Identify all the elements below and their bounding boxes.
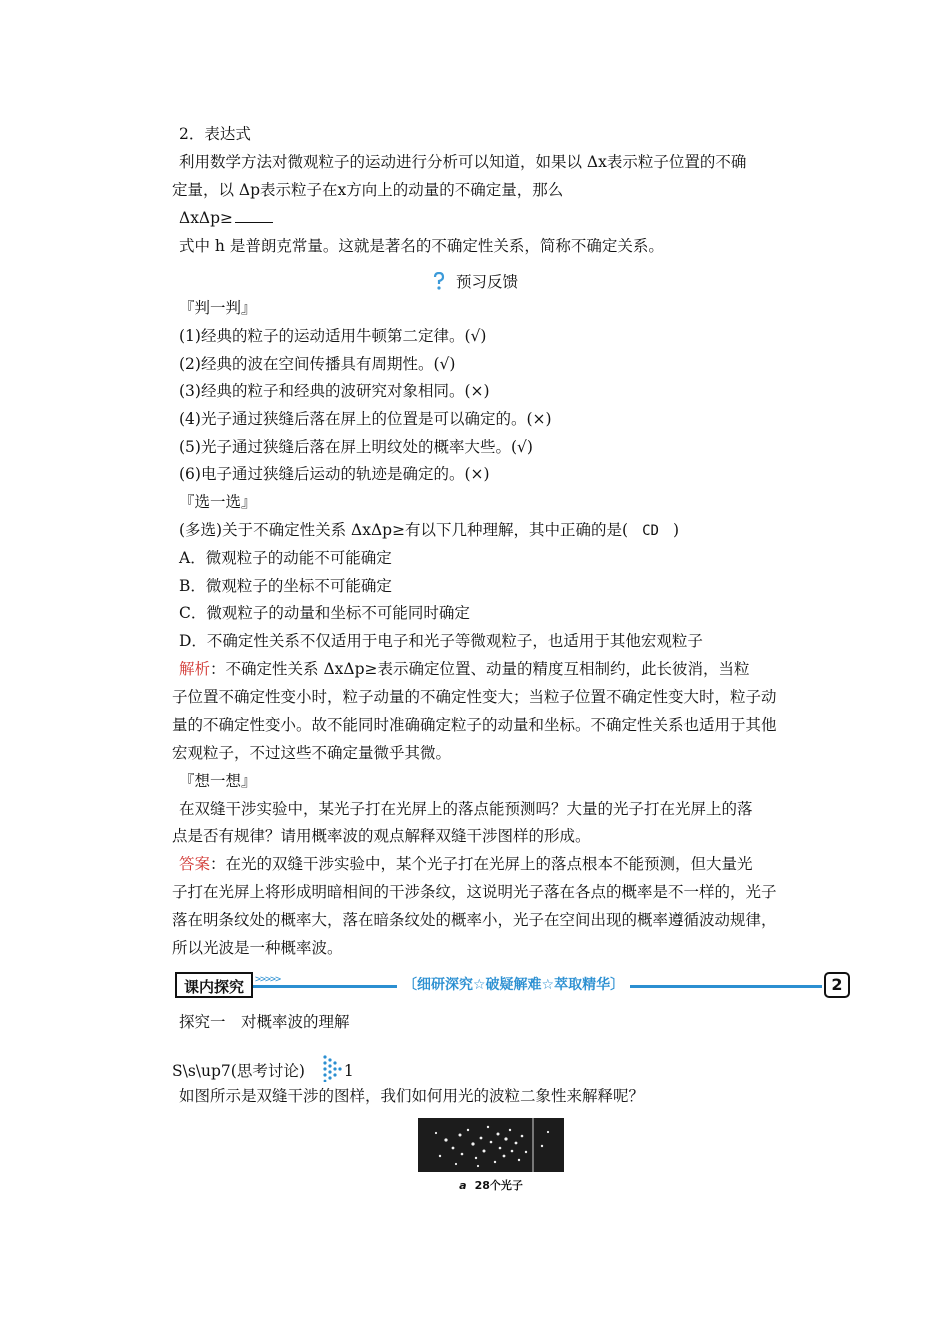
question-text: (多选)关于不确定性关系 ΔxΔp≥有以下几种理解，其中正确的是( — [179, 521, 629, 539]
analysis-line: 量的不确定性变小。故不能同时准确确定粒子的动量和坐标。不确定性关系也适用于其他 — [172, 716, 777, 734]
think-question: 在双缝干涉实验中，某光子打在光屏上的落点能预测吗？大量的光子打在光屏上的落 — [179, 800, 753, 818]
discuss-label: S\s\up7(思考讨论) — [172, 1062, 305, 1080]
paragraph-line: 式中 h 是普朗克常量。这就是著名的不确定性关系，简称不确定关系。 — [179, 237, 664, 255]
explore-question: 如图所示是双缝干涉的图样，我们如何用光的波粒二象性来解释呢？ — [179, 1087, 645, 1105]
discuss-number: 1 — [343, 1062, 354, 1080]
paragraph-line: 定量，以 Δp表示粒子在x方向上的动量的不确定量，那么 — [172, 181, 564, 199]
question-icon — [432, 272, 446, 290]
list-item: (6)电子通过狭缝后运动的轨迹是确定的。(×) — [179, 465, 490, 483]
think-title: 『想一想』 — [179, 772, 257, 790]
answer-text: ：在光的双缝干涉实验中，某个光子打在光屏上的落点根本不能预测，但大量光 — [210, 855, 753, 873]
analysis-text: ：不确定性关系 ΔxΔp≥表示确定位置、动量的精度互相制约，此长彼消，当粒 — [210, 660, 750, 678]
paragraph-line: 利用数学方法对微观粒子的运动进行分析可以知道，如果以 Δx表示粒子位置的不确 — [179, 153, 747, 171]
answer-line: 所以光波是一种概率波。 — [172, 939, 343, 957]
banner-number: 2 — [824, 972, 850, 998]
option-item: C．微观粒子的动量和坐标不可能同时确定 — [179, 604, 470, 622]
preview-title: 预习反馈 — [455, 273, 518, 291]
photon-dots-image — [418, 1118, 564, 1172]
section-banner — [175, 972, 850, 1000]
choose-title: 『选一选』 — [179, 493, 257, 511]
choose-question — [179, 520, 679, 541]
list-item: (4)光子通过狭缝后落在屏上的位置是可以确定的。(×) — [179, 410, 552, 428]
list-item: (1)经典的粒子的运动适用牛顿第二定律。(√) — [179, 327, 487, 345]
arrow-triangle-icon — [322, 1054, 342, 1082]
formula — [179, 208, 273, 228]
list-item: (3)经典的粒子和经典的波研究对象相同。(×) — [179, 382, 490, 400]
answer-text: CD — [642, 523, 659, 539]
list-item: (2)经典的波在空间传播具有周期性。(√) — [179, 355, 456, 373]
explore-title: 探究一 对概率波的理解 — [179, 1013, 350, 1031]
option-item: A．微观粒子的动能不可能确定 — [179, 549, 392, 567]
formula-blank — [235, 208, 273, 223]
answer-label: 答案 — [179, 855, 211, 873]
discuss-label-line — [172, 1054, 354, 1082]
option-item: B．微观粒子的坐标不可能确定 — [179, 577, 392, 595]
analysis-line: 子位置不确定性变小时，粒子动量的不确定性变大；当粒子位置不确定性变大时，粒子动 — [172, 688, 777, 706]
banner-arrows: >>>>> — [255, 974, 281, 985]
section-heading: 2．表达式 — [179, 125, 251, 143]
analysis-line: 宏观粒子，不过这些不确定量微乎其微。 — [172, 744, 452, 762]
answer-line — [179, 854, 753, 874]
caption-text: 28个光子 — [474, 1179, 523, 1192]
preview-heading — [0, 270, 950, 292]
formula-text: ΔxΔp≥ — [179, 209, 234, 227]
analysis-label: 解析 — [179, 660, 211, 678]
judge-title: 『判一判』 — [179, 299, 257, 317]
analysis-line — [179, 659, 749, 679]
caption-letter: a — [459, 1179, 467, 1192]
answer-line: 落在明条纹处的概率大，落在暗条纹处的概率小，光子在空间出现的概率遵循波动规律， — [172, 911, 777, 929]
banner-title: 课内探究 — [175, 972, 253, 998]
option-item: D．不确定性关系不仅适用于电子和光子等微观粒子，也适用于其他宏观粒子 — [179, 632, 703, 650]
double-slit-photo — [418, 1118, 564, 1172]
answer-line: 子打在光屏上将形成明暗相间的干涉条纹，这说明光子落在各点的概率是不一样的，光子 — [172, 883, 777, 901]
figure-caption — [418, 1177, 564, 1193]
list-item: (5)光子通过狭缝后落在屏上明纹处的概率大些。(√) — [179, 438, 533, 456]
banner-tagline: 〔细研深究☆破疑解难☆萃取精华〕 — [397, 974, 630, 994]
think-question: 点是否有规律？请用概率波的观点解释双缝干涉图样的形成。 — [172, 827, 591, 845]
question-close: ) — [672, 521, 680, 539]
